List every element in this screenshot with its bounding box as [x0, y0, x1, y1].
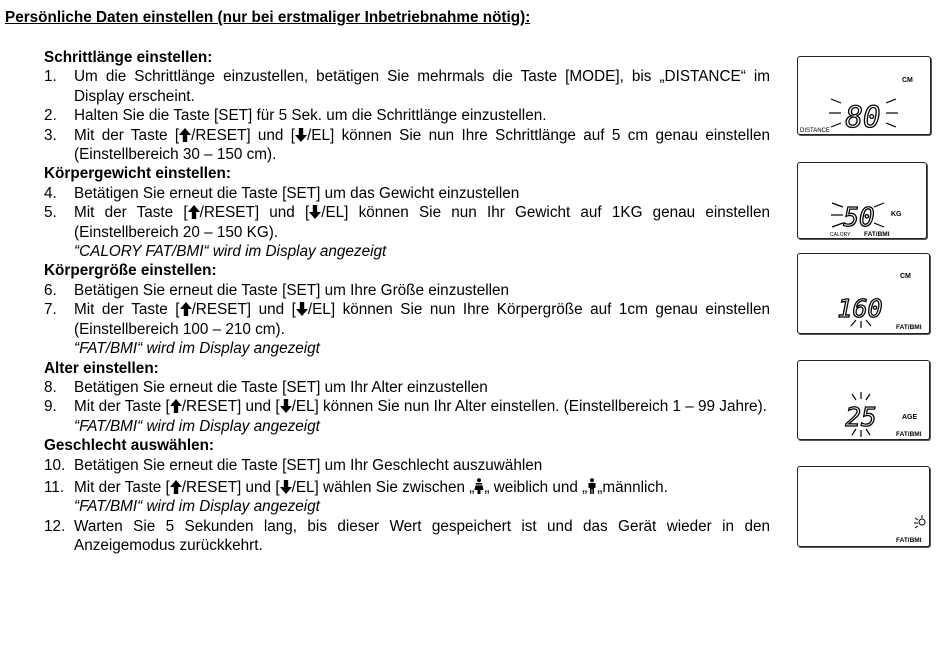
- list-item: [44, 517, 770, 556]
- item-text: „ weiblich und „: [484, 478, 588, 496]
- item-text: /EL] können Sie nun Ihr Gewicht auf 1KG genau einstellen (Einstellbereich 20 – 150 KG).: [74, 204, 770, 241]
- sun-icon: [914, 515, 925, 528]
- item-text: Mit der Taste [: [74, 398, 170, 416]
- heading-gender: Geschlecht auswählen:: [44, 437, 215, 455]
- item-number: 12.: [44, 517, 66, 535]
- lcd-unit: KG: [891, 211, 902, 218]
- item-text: Halten Sie die Taste [SET] für 5 Sek. um die Schrittlänge einzustellen.: [74, 107, 547, 125]
- item-number: 5.: [44, 204, 57, 222]
- down-arrow-icon: [295, 128, 307, 142]
- item-number: 6.: [44, 281, 57, 299]
- heading-body-weight: Körpergewicht einstellen:: [44, 165, 231, 183]
- display-note: “FAT/BMI“ wird im Display angezeigt: [74, 498, 320, 516]
- item-number: 1.: [44, 68, 57, 86]
- item-number: 9.: [44, 398, 57, 416]
- lcd-label: DISTANCE: [800, 128, 830, 134]
- lcd-display-graphic: [798, 467, 929, 546]
- item-number: 8.: [44, 378, 57, 396]
- item-text: Mit der Taste [: [74, 478, 170, 496]
- display-note: “FAT/BMI“ wird im Display angezeigt: [74, 417, 320, 435]
- item-text: Mit der Taste [: [74, 301, 180, 319]
- display-note: “FAT/BMI“ wird im Display angezeigt: [74, 340, 320, 358]
- page-title: Persönliche Daten einstellen (nur bei erstmaliger Inbetriebnahme nötig):: [5, 9, 531, 26]
- lcd-display-age: [797, 360, 930, 440]
- lcd-label: FAT/BMI: [896, 431, 922, 438]
- item-number: 4.: [44, 184, 57, 202]
- male-icon: [587, 478, 597, 494]
- lcd-display-height: [797, 253, 930, 334]
- list-item: [44, 106, 770, 125]
- lcd-label: FAT/BMI: [896, 324, 922, 331]
- instructions: [44, 48, 770, 556]
- lcd-value: 50: [843, 203, 875, 233]
- list-item: [44, 456, 770, 475]
- up-arrow-icon: [179, 128, 191, 142]
- female-icon: [474, 478, 484, 494]
- list-item: [44, 378, 770, 397]
- item-text: Mit der Taste [: [74, 204, 188, 222]
- up-arrow-icon: [170, 480, 182, 494]
- item-text: Betätigen Sie erneut die Taste [SET] um Ihr Alter einzustellen: [74, 378, 488, 396]
- item-text: /RESET] und [: [191, 126, 296, 144]
- list-item: [44, 203, 770, 261]
- lcd-display-graphic: [798, 163, 926, 238]
- lcd-value: 160: [837, 294, 883, 323]
- lcd-display-weight: [797, 162, 927, 239]
- up-arrow-icon: [188, 205, 200, 219]
- item-number: 10.: [44, 456, 66, 474]
- item-text: /EL] können Sie nun Ihr Alter einstellen. (Einstellbereich 1 – 99 Jahre).: [291, 398, 767, 416]
- item-text: /RESET] und [: [181, 398, 280, 416]
- lcd-unit: AGE: [902, 414, 918, 421]
- down-arrow-icon: [309, 205, 321, 219]
- lcd-display-gender: [797, 466, 930, 547]
- list-item: [44, 281, 770, 300]
- list-item: [44, 397, 770, 436]
- item-text: /RESET] und [: [191, 301, 296, 319]
- item-text: Warten Sie 5 Sekunden lang, bis dieser Wert gespeichert ist und das Gerät wieder in den Anzeigemodus zurückkehrt.: [74, 517, 770, 555]
- lcd-display-graphic: [798, 361, 929, 439]
- item-text: Mit der Taste [: [74, 126, 180, 144]
- list-item: [44, 184, 770, 203]
- heading-body-height: Körpergröße einstellen:: [44, 262, 217, 280]
- up-arrow-icon: [180, 302, 192, 316]
- display-note: “CALORY FAT/BMI“ wird im Display angezeigt: [74, 243, 387, 261]
- item-text: /RESET] und [: [181, 478, 280, 496]
- lcd-display-distance: [797, 56, 931, 135]
- item-text: /RESET] und [: [199, 204, 310, 222]
- up-arrow-icon: [170, 399, 182, 413]
- item-number: 3.: [44, 126, 57, 144]
- down-arrow-icon: [280, 480, 292, 494]
- item-text: /EL] können Sie nun Ihre Körpergröße auf 1cm genau einstellen (Einstellbereich 100 – 210 cm).: [74, 301, 770, 338]
- item-text: Betätigen Sie erneut die Taste [SET] um Ihre Größe einzustellen: [74, 281, 510, 299]
- down-arrow-icon: [280, 399, 292, 413]
- down-arrow-icon: [296, 302, 308, 316]
- item-number: 7.: [44, 301, 57, 319]
- list-item: [44, 478, 770, 517]
- lcd-value: 80: [845, 100, 881, 134]
- lcd-label: FAT/BMI: [864, 231, 890, 238]
- heading-age: Alter einstellen:: [44, 359, 159, 377]
- item-number: 11.: [44, 478, 65, 496]
- list-item: [44, 126, 770, 165]
- heading-step-length: Schrittlänge einstellen:: [44, 49, 213, 66]
- list-item: [44, 67, 770, 106]
- lcd-label: FAT/BMI: [896, 537, 922, 544]
- lcd-display-graphic: [798, 254, 929, 333]
- item-text: Betätigen Sie erneut die Taste [SET] um das Gewicht einzustellen: [74, 184, 520, 202]
- item-text: „männlich.: [597, 478, 668, 496]
- list-item: [44, 300, 770, 358]
- item-text: Betätigen Sie erneut die Taste [SET] um Ihr Geschlecht auszuwählen: [74, 456, 543, 474]
- lcd-display-graphic: [798, 57, 930, 134]
- item-text: /EL] wählen Sie zwischen „: [291, 478, 475, 496]
- item-text: /EL] können Sie nun Ihre Schrittlänge auf 5 cm genau einstellen (Einstellbereich 30 – 150 cm).: [74, 126, 770, 164]
- item-text: Um die Schrittlänge einzustellen, betätigen Sie mehrmals die Taste [MODE], bis „DISTANCE“ im Display erscheint.: [74, 68, 770, 105]
- item-number: 2.: [44, 107, 57, 125]
- lcd-unit: CM: [900, 273, 911, 280]
- lcd-value: 25: [845, 403, 877, 433]
- lcd-unit: CM: [902, 77, 913, 84]
- lcd-label: CALORY: [830, 232, 851, 238]
